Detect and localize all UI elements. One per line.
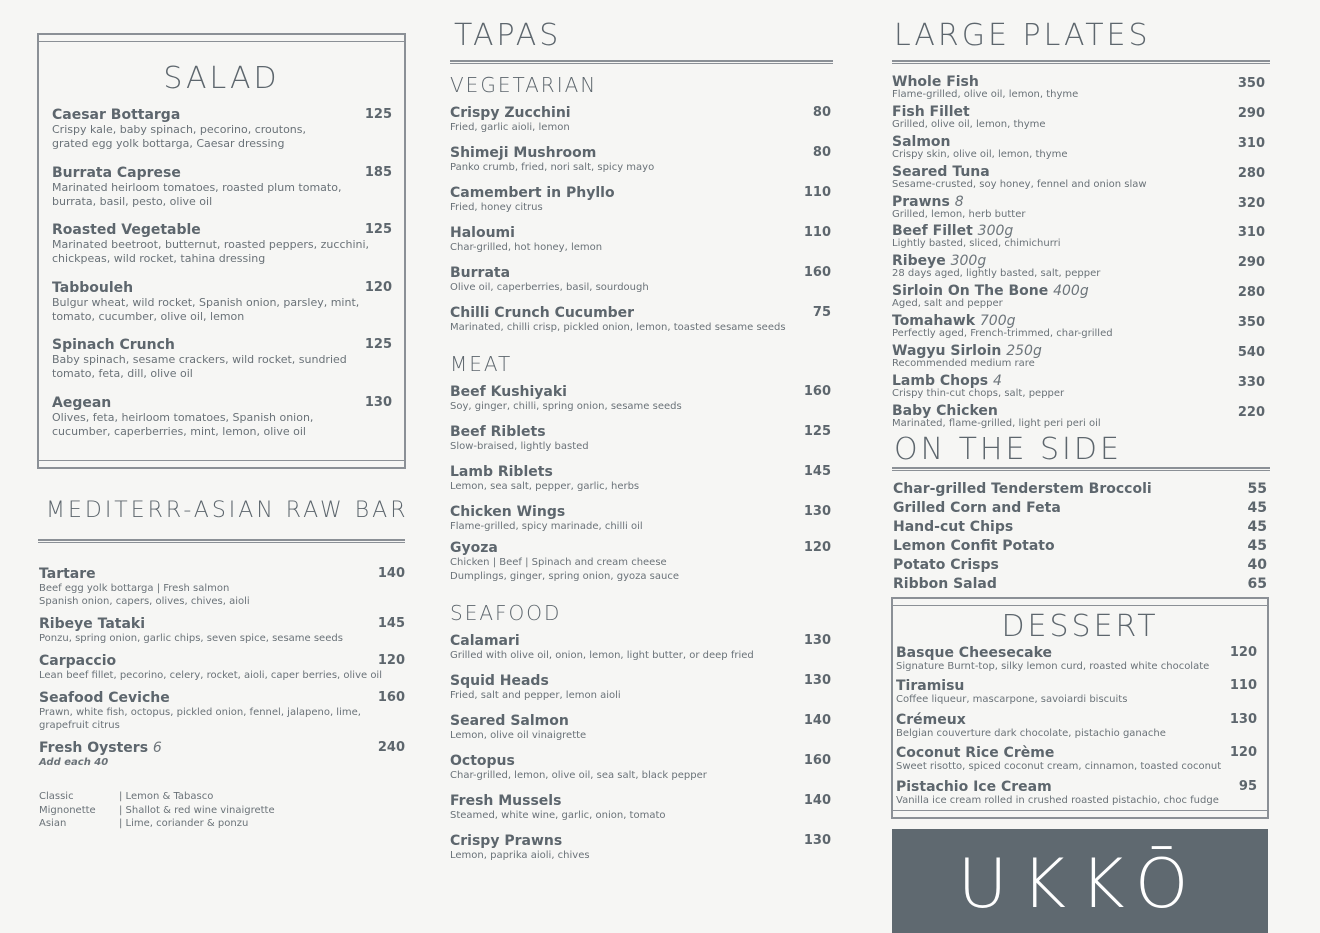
divider (892, 60, 1270, 64)
menu-item (450, 633, 831, 673)
menu-item (450, 793, 831, 833)
item-name: Grilled Corn and Feta (893, 500, 1061, 516)
item-name (892, 404, 1265, 419)
item-price: 290 (1237, 255, 1265, 271)
item-name (892, 75, 1265, 90)
item-desc: burrata, basil, pesto, olive oil (52, 194, 213, 208)
item-name: Beef Kushiyaki (450, 384, 567, 400)
item-desc: tomato, cucumber, olive oil, lemon (52, 309, 245, 323)
menu-item (892, 344, 1265, 374)
item-name (892, 195, 1265, 210)
menu-item (450, 145, 831, 185)
item-desc: Grilled with olive oil, onion, lemon, light butter, or deep fried (450, 650, 754, 661)
item-price: 40 (1247, 557, 1267, 573)
item-name: Gyoza (450, 540, 498, 556)
item-name (892, 254, 1265, 269)
item-price: 140 (803, 713, 831, 728)
item-desc: Olive oil, caperberries, basil, sourdough (450, 282, 649, 293)
item-desc: Grilled, olive oil, lemon, thyme (892, 118, 1046, 130)
menu-item (450, 833, 831, 873)
menu-item (892, 374, 1265, 404)
item-name-text: Prawns (892, 193, 950, 210)
item-name: Burrata Caprese (52, 164, 181, 181)
item-desc: Ponzu, spring onion, garlic chips, seven spice, sesame seeds (39, 633, 343, 644)
item-name (892, 105, 1265, 120)
raw-bar-heading: MEDITERR-ASIAN RAW BAR (46, 498, 409, 523)
item-desc: Vanilla ice cream rolled in crushed roasted pistachio, choc fudge (896, 794, 1219, 806)
item-price: 120 (377, 653, 405, 668)
item-desc: Prawn, white fish, octopus, pickled onion, fennel, jalapeno, lime, (39, 707, 361, 718)
item-note: 700g (979, 313, 1016, 330)
menu-item (892, 75, 1265, 105)
item-desc: grated egg yolk bottarga, Caesar dressing (52, 137, 285, 150)
item-desc: Marinated, flame-grilled, light peri peri oil (892, 417, 1101, 429)
item-name: Tartare (39, 566, 96, 582)
item-price: 55 (1247, 481, 1267, 497)
item-price: 310 (1237, 225, 1265, 241)
item-desc: Slow-braised, lightly basted (450, 441, 589, 452)
menu-item (52, 280, 392, 338)
item-note: 300g (950, 253, 987, 270)
item-desc: Coffee liqueur, mascarpone, savoiardi biscuits (896, 694, 1128, 706)
menu-item (896, 779, 1257, 812)
item-name (892, 284, 1265, 299)
item-name (39, 740, 405, 756)
menu-item (893, 556, 1267, 575)
item-desc: Baby spinach, sesame crackers, wild rocket, sundried (52, 353, 347, 366)
menu-item (450, 105, 831, 145)
item-name: Tabbouleh (52, 279, 134, 296)
item-price: 120 (1229, 745, 1257, 761)
item-name: Crispy Prawns (450, 833, 563, 849)
menu-item (892, 165, 1265, 195)
item-name: Crémeux (896, 711, 966, 728)
item-price: 80 (812, 105, 831, 120)
item-price: 130 (803, 504, 831, 519)
item-name: Char-grilled Tenderstem Broccoli (893, 481, 1152, 497)
divider (450, 60, 833, 64)
item-desc: Soy, ginger, chilli, spring onion, sesame seeds (450, 401, 682, 412)
item-price: 160 (377, 690, 405, 705)
item-name-text: Beef Fillet (892, 223, 973, 240)
item-desc: Recommended medium rare (892, 358, 1035, 370)
item-price: 125 (803, 424, 831, 439)
item-name (892, 314, 1265, 329)
item-name: Crispy Zucchini (450, 105, 571, 121)
item-name: Fresh Mussels (450, 793, 562, 809)
item-desc: chickpeas, wild rocket, tahina dressing (52, 252, 266, 265)
item-desc: Chicken | Beef | Spinach and cream cheese (450, 557, 667, 568)
dessert-list (896, 645, 1257, 812)
item-desc: Panko crumb, fried, nori salt, spicy mayo (450, 162, 655, 173)
menu-item (893, 518, 1267, 537)
item-desc: Bulgur wheat, wild rocket, Spanish onion, parsley, mint, (52, 295, 360, 309)
item-desc: Fried, salt and pepper, lemon aioli (450, 690, 621, 701)
item-desc: Crispy kale, baby spinach, pecorino, croutons, (52, 123, 306, 136)
item-name: Caesar Bottarga (52, 107, 181, 123)
item-price: 290 (1237, 105, 1265, 121)
item-desc: Marinated heirloom tomatoes, roasted plum tomato, (52, 180, 342, 194)
menu-item (892, 284, 1265, 314)
item-desc: Aged, salt and pepper (892, 298, 1003, 310)
meat-subheading: MEAT (450, 352, 513, 376)
item-desc: Fried, honey citrus (450, 202, 543, 213)
item-desc: Olives, feta, heirloom tomatoes, Spanish onion, (52, 410, 314, 424)
item-price: 240 (377, 740, 405, 755)
menu-item (892, 224, 1265, 254)
item-name (892, 135, 1265, 150)
item-name: Lamb Riblets (450, 464, 553, 480)
item-name: Tiramisu (896, 678, 965, 695)
item-price: 80 (812, 145, 831, 160)
item-desc: Crispy skin, olive oil, lemon, thyme (892, 148, 1068, 160)
item-note: 300g (977, 223, 1014, 240)
tapas-heading: TAPAS (454, 18, 562, 53)
logo-text: UKKŌ (957, 845, 1203, 924)
menu-item (892, 135, 1265, 165)
item-desc: cucumber, caperberries, mint, lemon, olive oil (52, 424, 306, 438)
oyster-option (39, 790, 275, 804)
menu-item (896, 745, 1257, 778)
item-price: 140 (803, 793, 831, 808)
item-price: 65 (1247, 576, 1267, 592)
item-price: 330 (1237, 374, 1265, 390)
item-desc: Crispy thin-cut chops, salt, pepper (892, 387, 1065, 399)
item-note: 4 (992, 372, 1002, 389)
item-desc: Char-grilled, hot honey, lemon (450, 242, 603, 253)
menu-item (39, 653, 405, 682)
item-price: 280 (1237, 285, 1265, 301)
item-name: Shimeji Mushroom (450, 145, 597, 161)
item-price: 125 (364, 222, 392, 237)
item-name: Seafood Ceviche (39, 690, 170, 706)
item-desc: Steamed, white wine, garlic, onion, tomato (450, 810, 666, 821)
item-name-text: Fresh Oysters (39, 740, 149, 756)
large-plates-heading: LARGE PLATES (894, 18, 1151, 53)
item-price: 130 (803, 673, 831, 688)
item-desc: Grilled, lemon, herb butter (892, 208, 1026, 220)
item-note: 6 (152, 740, 162, 756)
item-price: 75 (812, 305, 831, 320)
item-name: Coconut Rice Crème (896, 745, 1055, 762)
menu-item (39, 690, 405, 732)
item-desc: Belgian couverture dark chocolate, pistachio ganache (896, 727, 1166, 739)
item-name: Burrata (450, 265, 511, 281)
item-price: 280 (1237, 165, 1265, 181)
menu-item (450, 713, 831, 753)
item-name: Potato Crisps (893, 557, 999, 573)
item-price: 95 (1238, 778, 1257, 794)
menu-item (892, 254, 1265, 284)
item-price: 160 (803, 384, 831, 399)
oyster-option (39, 804, 275, 818)
menu-item (893, 575, 1267, 594)
item-price: 45 (1247, 538, 1267, 554)
item-desc: 28 days aged, lightly basted, salt, pepper (892, 268, 1101, 280)
oyster-options (39, 790, 275, 831)
item-name: Chicken Wings (450, 504, 566, 520)
menu-item (893, 537, 1267, 556)
item-name: Squid Heads (450, 673, 549, 689)
item-price: 160 (803, 265, 831, 280)
menu-item (893, 499, 1267, 518)
salad-list (52, 107, 392, 452)
menu-item (39, 616, 405, 645)
item-price: 125 (364, 337, 392, 352)
item-desc: tomato, feta, dill, olive oil (52, 367, 193, 380)
item-name: Calamari (450, 633, 520, 649)
menu-item (52, 395, 392, 453)
menu-item (896, 678, 1257, 711)
item-price: 45 (1247, 519, 1267, 535)
item-price: 350 (1237, 315, 1265, 331)
item-desc: Lean beef fillet, pecorino, celery, rocket, aioli, caper berries, olive oil (39, 670, 382, 681)
item-desc: grapefruit citrus (39, 720, 120, 731)
item-desc: Dumplings, ginger, spring onion, gyoza sauce (450, 571, 679, 582)
item-desc: Flame-grilled, olive oil, lemon, thyme (892, 89, 1079, 100)
option-detail: | Lemon & Tabasco (119, 791, 214, 802)
item-name (892, 374, 1265, 389)
menu-item (450, 305, 831, 345)
item-name-text: Salmon (892, 133, 951, 150)
item-price: 130 (364, 394, 392, 410)
item-name: Basque Cheesecake (896, 645, 1053, 661)
item-desc: Perfectly aged, French-trimmed, char-grilled (892, 328, 1113, 340)
item-desc: Sweet risotto, spiced coconut cream, cinnamon, toasted coconut (896, 761, 1222, 773)
option-name: Mignonette (39, 804, 96, 816)
menu-item (450, 265, 831, 305)
menu-item (892, 314, 1265, 344)
item-price: 110 (1229, 678, 1257, 694)
item-price: 130 (803, 633, 831, 648)
vegetarian-list (450, 105, 831, 345)
divider (892, 467, 1270, 471)
menu-item (450, 464, 831, 504)
menu-item (893, 480, 1267, 499)
menu-item (52, 222, 392, 280)
item-price: 130 (803, 833, 831, 848)
item-price: 45 (1247, 500, 1267, 516)
salad-section (37, 33, 406, 469)
menu-item (450, 384, 831, 424)
item-note: 250g (1006, 343, 1042, 360)
menu-item (892, 105, 1265, 135)
large-plates-list (892, 75, 1265, 434)
item-price: 110 (803, 185, 831, 200)
item-desc: Flame-grilled, spicy marinade, chilli oil (450, 521, 643, 532)
item-price: 120 (803, 540, 831, 555)
item-name (892, 344, 1265, 359)
item-name: Seared Salmon (450, 713, 569, 729)
item-name: Lemon Confit Potato (893, 538, 1055, 554)
item-name: Spinach Crunch (52, 337, 175, 353)
raw-bar-list (39, 566, 405, 777)
item-name: Carpaccio (39, 653, 117, 669)
menu-item (892, 195, 1265, 225)
item-price: 140 (377, 566, 405, 581)
item-desc: Lemon, paprika aioli, chives (450, 850, 590, 861)
item-price: 130 (1229, 711, 1257, 727)
item-price: 160 (803, 753, 831, 768)
item-name-text: Wagyu Sirloin (892, 343, 1002, 360)
menu-item (52, 337, 392, 395)
menu-item (450, 673, 831, 713)
item-name: Chilli Crunch Cucumber (450, 305, 635, 321)
item-price: 310 (1237, 135, 1265, 151)
item-name: Octopus (450, 753, 515, 769)
oyster-option (39, 817, 275, 831)
menu-item (450, 225, 831, 265)
option-detail: | Lime, coriander & ponzu (119, 818, 249, 829)
item-desc: Signature Burnt-top, silky lemon curd, roasted white chocolate (896, 661, 1210, 672)
item-price: 220 (1237, 404, 1265, 420)
item-desc: Sesame-crusted, soy honey, fennel and onion slaw (892, 178, 1147, 190)
item-price: 120 (364, 279, 392, 295)
meat-list (450, 384, 831, 590)
item-name: Ribeye Tataki (39, 616, 146, 632)
menu-item (39, 740, 405, 769)
item-desc: Fried, garlic aioli, lemon (450, 122, 570, 133)
menu-item (52, 107, 392, 165)
brand-logo (892, 829, 1268, 933)
seafood-list (450, 633, 831, 873)
dessert-section (891, 597, 1269, 819)
item-desc: Marinated, chilli crisp, pickled onion, lemon, toasted sesame seeds (450, 322, 786, 333)
item-name: Pistachio Ice Cream (896, 778, 1052, 795)
item-name-text: Sirloin On The Bone (892, 283, 1049, 300)
item-name-text: Tomahawk (892, 313, 976, 330)
salad-heading: SALAD (163, 61, 280, 96)
on-the-side-heading: ON THE SIDE (894, 432, 1122, 467)
item-price: 350 (1237, 76, 1265, 91)
item-price: 320 (1237, 195, 1265, 211)
item-name-text: Fish Fillet (892, 103, 970, 120)
seafood-subheading: SEAFOOD (450, 601, 562, 625)
menu-item (39, 566, 405, 608)
option-name: Asian (39, 818, 67, 829)
menu-item (450, 504, 831, 540)
item-desc: Beef egg yolk bottarga | Fresh salmon (39, 583, 230, 594)
menu-item (52, 165, 392, 223)
item-name: Camembert in Phyllo (450, 185, 615, 201)
item-price: 145 (377, 616, 405, 631)
item-name-text: Whole Fish (892, 74, 979, 90)
item-desc: Lightly basted, sliced, chimichurri (892, 238, 1061, 250)
item-name: Hand-cut Chips (893, 519, 1014, 535)
menu-item (896, 712, 1257, 745)
item-price: 120 (1229, 645, 1257, 660)
oyster-add-note: Add each 40 (39, 757, 109, 768)
item-price: 110 (803, 225, 831, 240)
item-price: 145 (803, 464, 831, 479)
item-name: Haloumi (450, 225, 515, 241)
option-name: Classic (39, 791, 74, 802)
item-name (892, 224, 1265, 239)
item-name: Beef Riblets (450, 424, 546, 440)
item-name: Ribbon Salad (893, 576, 997, 592)
menu-item (450, 540, 831, 590)
menu-item (450, 753, 831, 793)
menu-item (896, 645, 1257, 678)
menu-item (892, 404, 1265, 434)
option-detail: | Shallot & red wine vinaigrette (119, 804, 275, 816)
item-desc: Lemon, sea salt, pepper, garlic, herbs (450, 481, 640, 492)
item-name-text: Ribeye (892, 253, 946, 270)
item-price: 540 (1237, 345, 1265, 361)
item-name: Aegean (52, 394, 112, 411)
divider (38, 539, 405, 543)
item-name (892, 165, 1265, 180)
dessert-heading: DESSERT (1001, 609, 1159, 644)
on-the-side-list (893, 480, 1267, 594)
item-desc: Lemon, olive oil vinaigrette (450, 730, 587, 741)
item-price: 125 (364, 107, 392, 122)
item-price: 185 (364, 164, 392, 180)
menu-item (450, 185, 831, 225)
menu-item (450, 424, 831, 464)
item-name-text: Lamb Chops (892, 372, 989, 389)
item-note: 400g (1053, 283, 1089, 300)
item-name-text: Baby Chicken (892, 402, 998, 419)
item-desc: Spanish onion, capers, olives, chives, aioli (39, 596, 250, 607)
item-note: 8 (954, 193, 964, 210)
item-name-text: Seared Tuna (892, 163, 990, 180)
vegetarian-subheading: VEGETARIAN (450, 73, 598, 97)
item-desc: Marinated beetroot, butternut, roasted peppers, zucchini, (52, 238, 370, 251)
item-desc: Char-grilled, lemon, olive oil, sea salt, black pepper (450, 770, 707, 781)
item-name: Roasted Vegetable (52, 222, 201, 238)
